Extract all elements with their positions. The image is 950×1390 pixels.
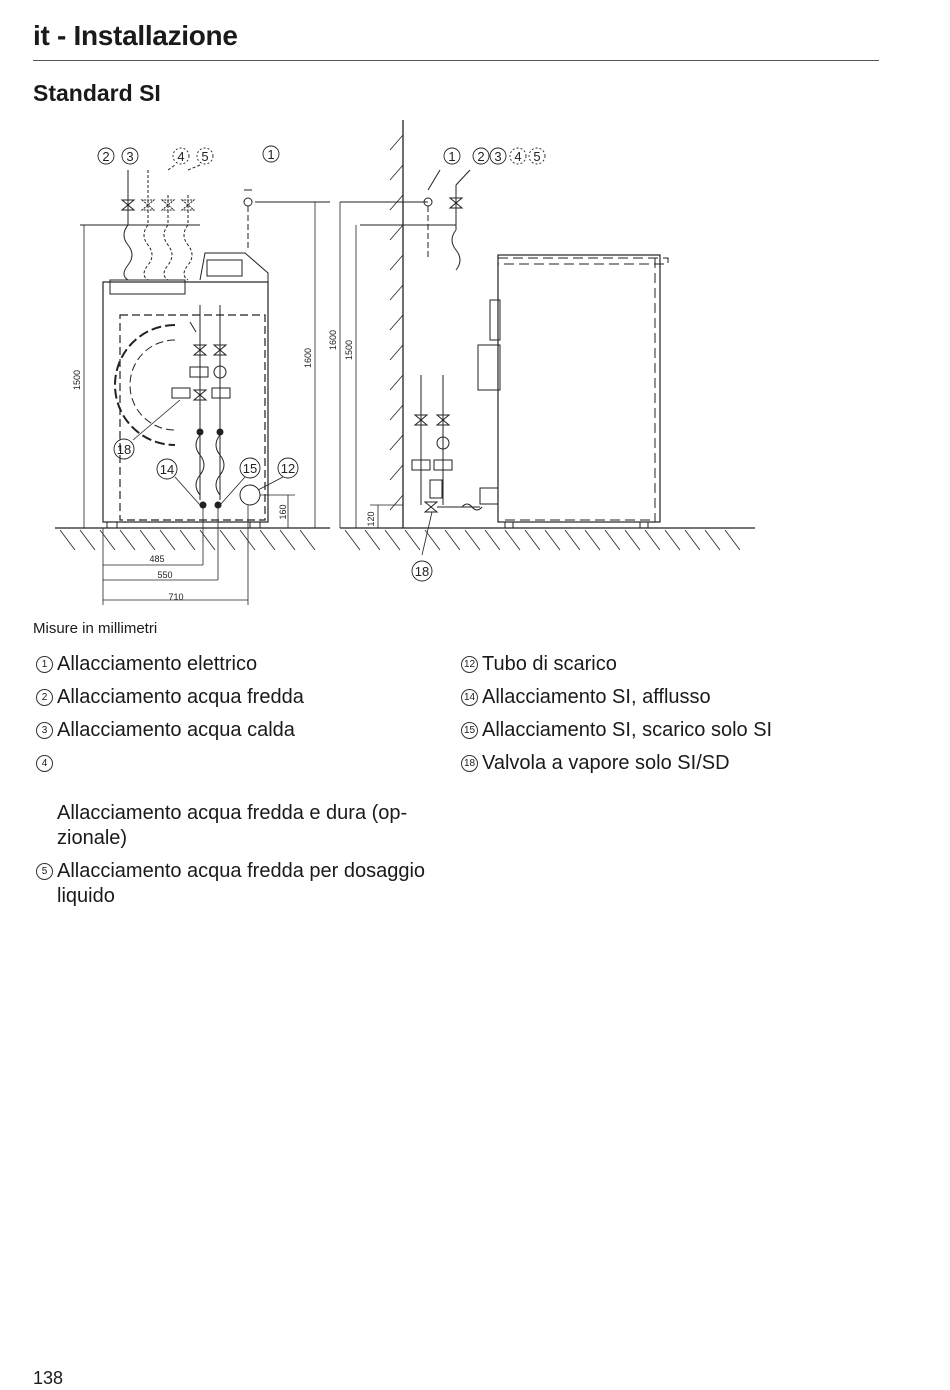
legend-number: 2 [36, 689, 53, 706]
legend-item [461, 718, 881, 743]
dimension-1600-front: 1600 [303, 347, 313, 369]
legend-item [36, 718, 456, 743]
dimension-1600-side: 1600 [328, 329, 338, 351]
callout-14-front: 14 [159, 462, 175, 477]
legend-text: Allacciamento acqua fredda per dosaggio liquido [57, 860, 426, 907]
callout-5-front: 5 [201, 149, 209, 164]
legend-number: 18 [461, 755, 478, 772]
dimension-1500-side: 1500 [344, 339, 354, 361]
legend-text: Allacciamento acqua calda [57, 719, 295, 741]
callout-18-side: 18 [414, 564, 430, 579]
legend-text: Allacciamento acqua fredda [57, 686, 304, 708]
legend-text: Allacciamento acqua fredda e dura (op- zionale) [57, 802, 408, 849]
callout-2-front: 2 [102, 149, 110, 164]
legend-item [36, 859, 456, 909]
dimension-160: 160 [278, 504, 288, 520]
legend-text: Allacciamento SI, scarico solo SI [482, 719, 773, 741]
callout-12-front: 12 [280, 461, 296, 476]
legend-item [461, 751, 881, 776]
legend-number: 14 [461, 689, 478, 706]
header-divider [33, 60, 879, 61]
legend-left-column [36, 652, 456, 917]
page-header-title: it - Installazione [33, 20, 238, 51]
callout-1-side: 1 [448, 149, 456, 164]
callout-4-side: 4 [514, 149, 522, 164]
callout-3-side: 3 [494, 149, 502, 164]
dimension-485: 485 [149, 554, 165, 564]
legend-text: Valvola a vapore solo SI/SD [482, 752, 730, 774]
legend-number: 1 [36, 656, 53, 673]
installation-diagram [0, 110, 950, 620]
callout-18-front: 18 [116, 442, 132, 457]
front-view [55, 165, 330, 605]
legend-text: Tubo di scarico [482, 653, 617, 675]
legend-text: Allacciamento SI, afflusso [482, 686, 711, 708]
legend-item [36, 685, 456, 710]
callout-5-side: 5 [533, 149, 541, 164]
legend-text: Allacciamento elettrico [57, 653, 258, 675]
dimension-550: 550 [157, 570, 173, 580]
legend-item [36, 652, 456, 677]
legend-item [461, 652, 881, 677]
dimension-710: 710 [168, 592, 184, 602]
section-title: Standard SI [33, 80, 161, 106]
legend-right-column [461, 652, 881, 784]
legend-number: 3 [36, 722, 53, 739]
legend-number: 5 [36, 863, 53, 880]
legend-item [36, 751, 456, 851]
callout-3-front: 3 [126, 149, 134, 164]
legend-number: 4 [36, 755, 53, 772]
dimension-1500-front: 1500 [72, 369, 82, 391]
legend-number: 12 [461, 656, 478, 673]
dimension-120: 120 [366, 511, 376, 527]
legend-number: 15 [461, 722, 478, 739]
callout-4-front: 4 [177, 149, 185, 164]
legend-item [461, 685, 881, 710]
callout-15-front: 15 [242, 461, 258, 476]
page-number: 138 [33, 1368, 64, 1388]
callout-2-side: 2 [477, 149, 485, 164]
side-view [340, 120, 755, 555]
callout-1-front: 1 [267, 147, 275, 162]
diagram-caption: Misure in millimetri [33, 620, 158, 637]
